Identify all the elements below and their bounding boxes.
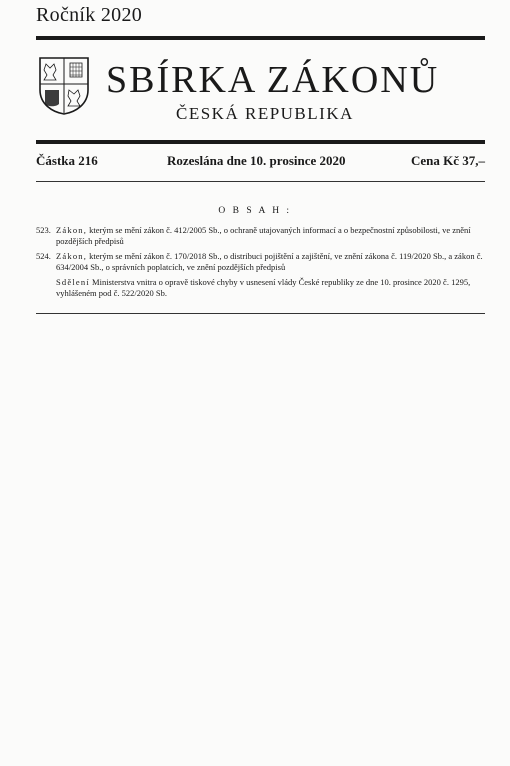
publication-subtitle: ČESKÁ REPUBLIKA <box>176 104 354 123</box>
entry-text: kterým se mění zákon č. 170/2018 Sb., o distribuci pojištění a zajištění, ve znění zákona č. 119/2020 Sb., a zákon č. 634/2004 Sb., o správních poplatcích, ve znění pozdějších předpisů <box>56 251 483 272</box>
info-rule <box>36 181 485 182</box>
year-label: Ročník 2020 <box>36 4 143 26</box>
top-rule <box>36 36 485 40</box>
issue-date: Rozeslána dne 10. prosince 2020 <box>167 153 346 168</box>
contents-heading: O B S A H : <box>218 206 292 216</box>
coat-of-arms-icon <box>38 56 90 116</box>
entry-kind: Sdělení <box>56 277 90 287</box>
contents-entry <box>36 251 486 273</box>
entry-kind: Zákon, <box>56 225 88 235</box>
entry-kind: Zákon, <box>56 251 88 261</box>
entry-text: kterým se mění zákon č. 412/2005 Sb., o ochraně utajovaných informací a o bezpečnostní způsobilosti, ve znění pozdějších předpisů <box>56 225 471 246</box>
contents-entry <box>36 277 486 299</box>
publication-title: SBÍRKA ZÁKONŮ <box>106 59 440 101</box>
entry-text: Ministerstva vnitra o opravě tiskové chyby v usnesení vlády České republiky ze dne 10. prosince 2020 č. 1295, vyhlášeném pod č. 522/2020 Sb. <box>56 277 471 298</box>
header-bottom-rule <box>36 140 485 144</box>
entry-number: 524. <box>36 251 51 261</box>
entry-number: 523. <box>36 225 51 235</box>
issue-price: Cena Kč 37,– <box>410 153 485 168</box>
issue-part: Částka 216 <box>36 153 98 168</box>
contents-entry <box>36 225 486 247</box>
contents-bottom-rule <box>36 313 485 314</box>
